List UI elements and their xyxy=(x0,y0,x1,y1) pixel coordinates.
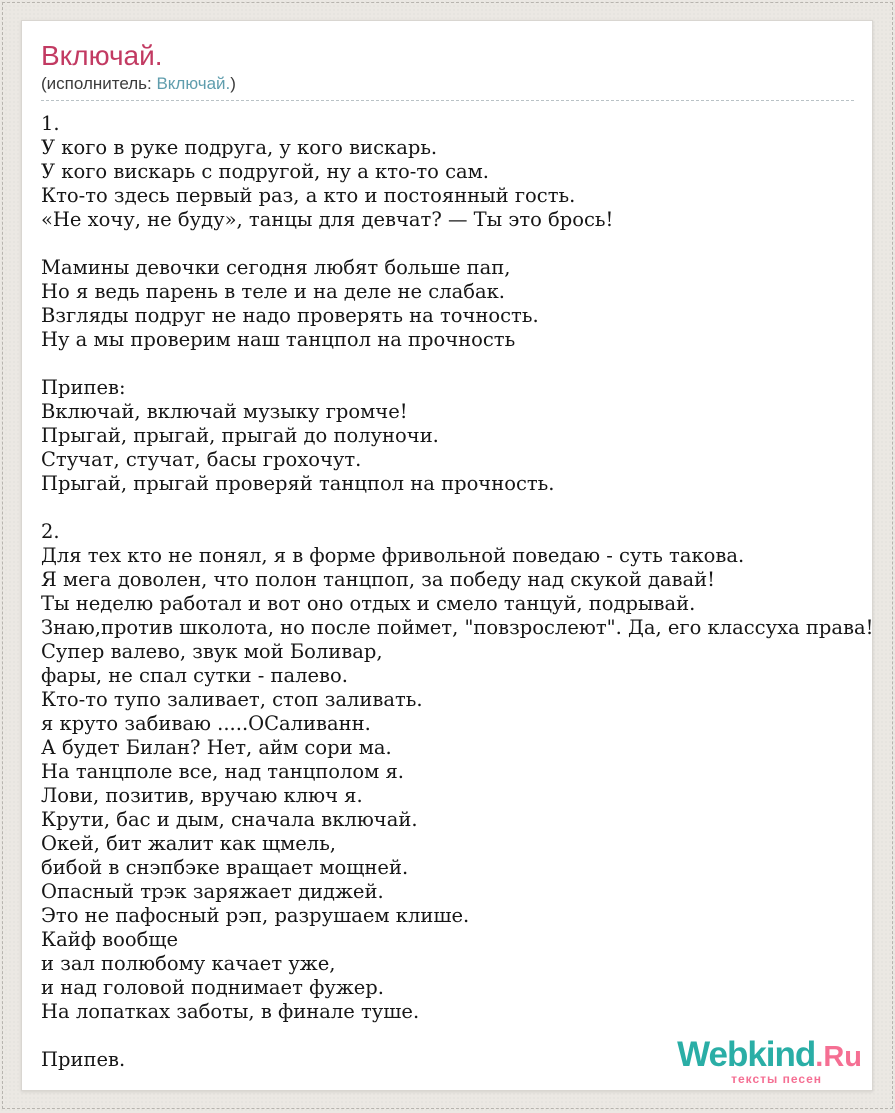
lyrics-line: бибой в снэпбэке вращает мощней. xyxy=(41,856,409,879)
lyrics-line: Ну а мы проверим наш танцпол на прочность xyxy=(41,328,516,351)
artist-suffix: ) xyxy=(230,74,236,93)
lyrics-line: Стучат, стучат, басы грохочут. xyxy=(41,448,362,471)
lyrics-line: Припев: xyxy=(41,376,126,399)
lyrics-line: Знаю,против школота, но после поймет, "повзрослеют". Да, его классуха права! xyxy=(41,616,874,639)
lyrics-line: Кто-то здесь первый раз, а кто и постоянный гость. xyxy=(41,184,576,207)
lyrics-line xyxy=(41,496,854,520)
artist-link[interactable]: Включай. xyxy=(156,74,231,93)
song-title: Включай. xyxy=(41,40,163,71)
artist-line xyxy=(41,74,854,93)
lyrics-line: Это не пафосный рэп, разрушаем клише. xyxy=(41,904,470,927)
lyrics-line: «Не хочу, не буду», танцы для девчат? — Ты это брось! xyxy=(41,208,614,231)
lyrics-line: У кого в руке подруга, у кого вискарь. xyxy=(41,136,438,159)
lyrics-line: 1. xyxy=(41,112,60,135)
lyrics-line: Прыгай, прыгай, прыгай до полуночи. xyxy=(41,424,439,447)
lyrics-line: А будет Билан? Нет, айм сори ма. xyxy=(41,736,392,759)
webkind-tagline: тексты песен xyxy=(731,1072,822,1086)
webkind-logo[interactable] xyxy=(665,1035,862,1086)
lyrics-line: Ты неделю работал и вот оно отдых и смело танцуй, подрывай. xyxy=(41,592,696,615)
lyrics-card xyxy=(21,20,873,1091)
lyrics-line: Но я ведь парень в теле и на деле не слабак. xyxy=(41,280,505,303)
lyrics-line: Я мега доволен, что полон танцпоп, за победу над скукой давай! xyxy=(41,568,715,591)
lyrics-line: Кайф вообще xyxy=(41,928,179,951)
lyrics-line: Кто-то тупо заливает, стоп заливать. xyxy=(41,688,423,711)
lyrics-line: Мамины девочки сегодня любят больше пап, xyxy=(41,256,511,279)
lyrics-line: Опасный трэк заряжает диджей. xyxy=(41,880,384,903)
webkind-brand-text: Webkind xyxy=(677,1035,816,1074)
lyrics-line: и над головой поднимает фужер. xyxy=(41,976,384,999)
lyrics-line xyxy=(41,352,854,376)
lyrics-line: Окей, бит жалит как щмель, xyxy=(41,832,337,855)
lyrics-line: Включай, включай музыку громче! xyxy=(41,400,408,423)
lyrics-line: и зал полюбому качает уже, xyxy=(41,952,336,975)
lyrics-text xyxy=(41,112,874,1072)
lyrics-line: Прыгай, прыгай проверяй танцпол на прочность. xyxy=(41,472,555,495)
lyrics-line: Лови, позитив, вручаю ключ я. xyxy=(41,784,363,807)
lyrics-line xyxy=(41,232,854,256)
lyrics-line: фары, не спал сутки - палево. xyxy=(41,664,348,687)
lyrics-line: я круто забиваю .....ОСаливанн. xyxy=(41,712,371,735)
lyrics-line: На лопатках заботы, в финале туше. xyxy=(41,1000,420,1023)
lyrics-line: Супер валево, звук мой Боливар, xyxy=(41,640,383,663)
song-header xyxy=(41,41,854,101)
artist-label: (исполнитель: xyxy=(41,74,157,93)
lyrics-line: Взгляды подруг не надо проверять на точность. xyxy=(41,304,539,327)
lyrics-line: Для тех кто не понял, я в форме фривольной поведаю - суть такова. xyxy=(41,544,745,567)
webkind-domain-suffix: .Ru xyxy=(815,1041,862,1073)
lyrics-line: 2. xyxy=(41,520,60,543)
lyrics-line: Крути, бас и дым, сначала включай. xyxy=(41,808,418,831)
lyrics-line: На танцполе все, над танцполом я. xyxy=(41,760,404,783)
lyrics-line: Припев. xyxy=(41,1048,126,1071)
lyrics-line: У кого вискарь с подругой, ну а кто-то сам. xyxy=(41,160,489,183)
